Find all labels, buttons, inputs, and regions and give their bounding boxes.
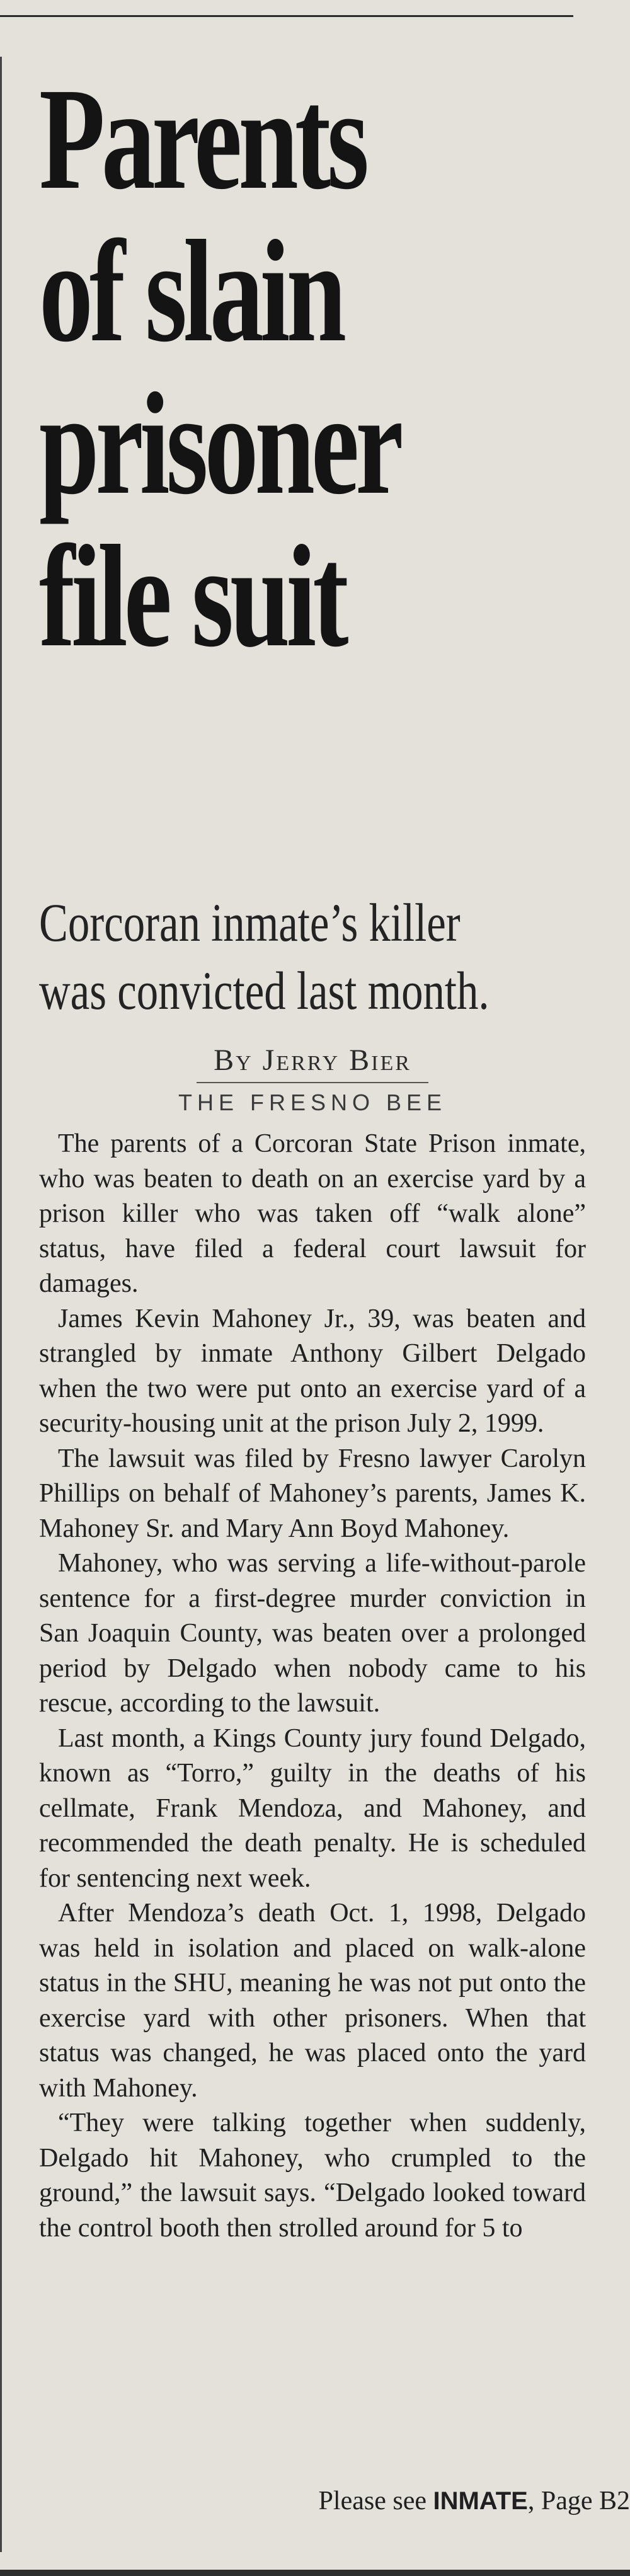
headline-line: of slain <box>39 210 343 372</box>
deck-line: Corcoran inmate’s killer <box>39 892 461 953</box>
continuation-page: , Page B2 <box>527 2487 630 2516</box>
continuation-line <box>319 2484 630 2519</box>
body-paragraph: “They were talking together when suddenly, Delgado hit Mahoney, who crumpled to the ground,” the lawsuit says. “Delgado looked toward the control booth then strolled around for 5 to <box>39 2108 586 2243</box>
body-paragraph: James Kevin Mahoney Jr., 39, was beaten and strangled by inmate Anthony Gilbert Delgado when the two were put onto an exercise yard of a security-housing unit at the prison July 2, 1999. <box>39 1304 586 1438</box>
byline-rule <box>197 1082 428 1083</box>
headline-line: file suit <box>39 515 345 677</box>
column-rule <box>0 57 2 2552</box>
continuation-prefix: Please see <box>318 2487 433 2516</box>
headline <box>39 58 589 677</box>
body-paragraph: The lawsuit was filed by Fresno lawyer Carolyn Phillips on behalf of Mahoney’s parents, James K. Mahoney Sr. and Mary Ann Boyd Mahoney. <box>39 1444 586 1543</box>
top-rule <box>0 15 573 17</box>
byline: By Jerry Bier <box>214 1044 411 1077</box>
body-paragraph: After Mendoza’s death Oct. 1, 1998, Delgado was held in isolation and placed on walk-alone status in the SHU, meaning he was not put onto the exercise yard with other prisoners. When that status was changed, he was placed onto the yard with Mahoney. <box>39 1899 586 2103</box>
headline-line: Parents <box>39 58 366 220</box>
bottom-rule <box>0 2570 630 2576</box>
body-paragraph: Last month, a Kings County jury found Delgado, known as “Torro,” guilty in the deaths of his cellmate, Frank Mendoza, and Mahoney, and recommended the death penalty. He is scheduled for sentencing next week. <box>39 1723 586 1893</box>
deck-subheadline <box>39 888 573 1025</box>
deck-line: was convicted last month. <box>39 960 490 1021</box>
body-paragraph: The parents of a Corcoran State Prison inmate, who was beaten to death on an exercise yard by a prison killer who was taken off “walk alone” status, have filed a federal court lawsuit for damages. <box>39 1129 586 1298</box>
body-paragraph: Mahoney, who was serving a life-without-parole sentence for a first-degree murder conviction in San Joaquin County, was beaten over a prolonged period by Delgado when nobody came to his rescue, according to the lawsuit. <box>39 1549 586 1718</box>
article <box>39 58 586 2243</box>
byline-source: THE FRESNO BEE <box>178 1090 447 1115</box>
continuation-keyword: INMATE <box>433 2487 528 2515</box>
headline-line: prisoner <box>39 363 400 525</box>
article-body <box>39 1127 586 2246</box>
